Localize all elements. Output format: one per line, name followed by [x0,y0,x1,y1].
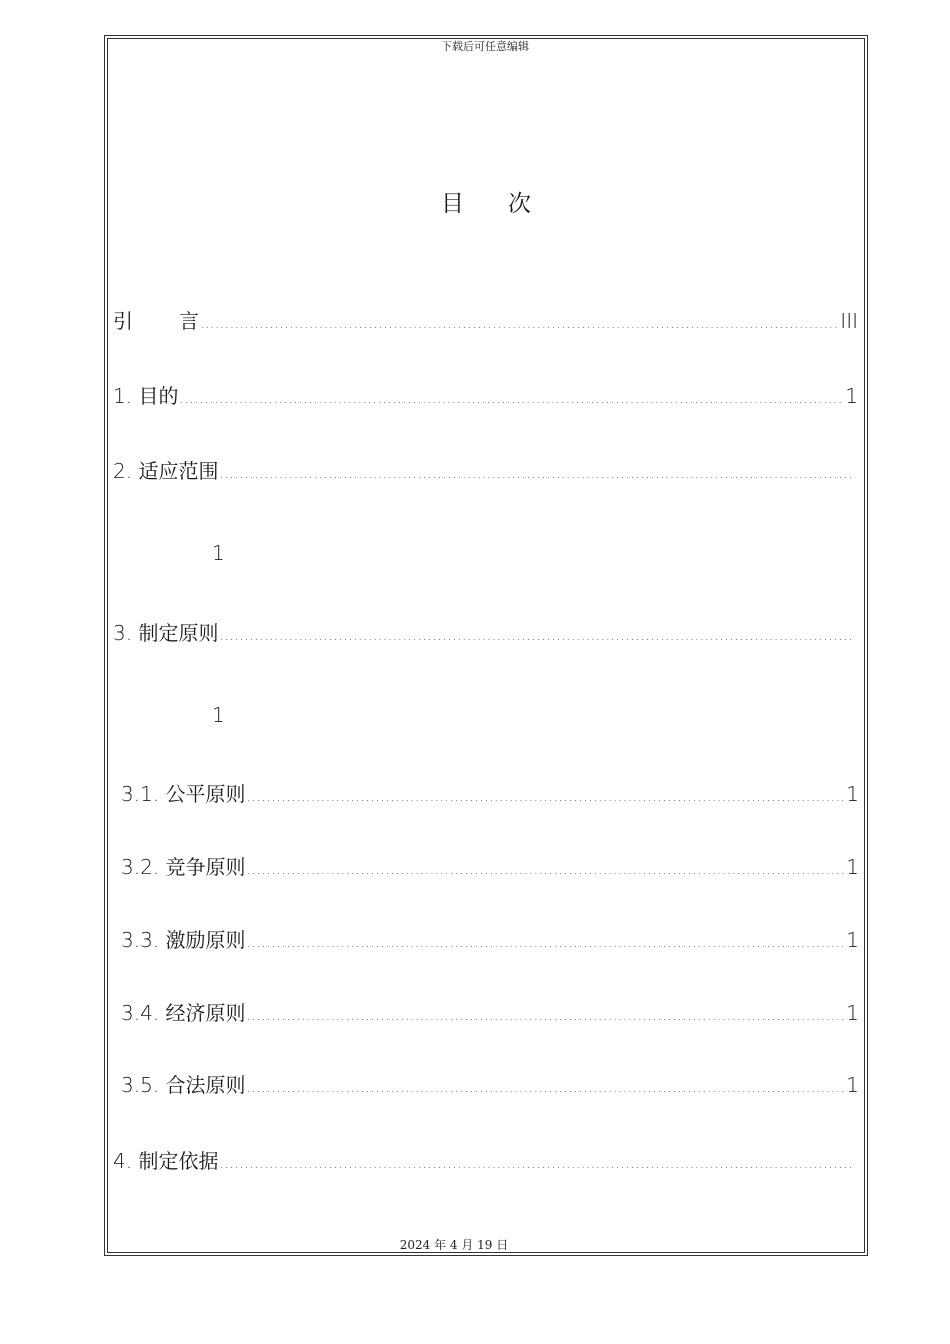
toc-entry-2-page: 1 [212,541,225,565]
footer-date: 2024 年 4 月 19 日 [399,1238,509,1252]
toc-entry-3-1[interactable] [121,778,859,807]
toc-entry-3-2[interactable] [121,851,859,880]
toc-title [0,185,950,218]
toc-entry-label: 3.4. 经济原则 [121,1001,246,1025]
toc-entry-label: 2. 适应范围 [113,459,219,483]
toc-leader-dots [247,935,846,951]
toc-leader-dots [219,1156,854,1172]
toc-leader-dots [179,391,844,407]
toc-entry-page: III [840,309,858,333]
header-note: 下载后可任意编辑 [441,40,529,53]
toc-entry-label: 1. 目的 [113,384,179,408]
toc-entry-page: 1 [845,384,858,408]
toc-entry-label: 4. 制定依据 [113,1149,219,1173]
toc-entry-label: 3.1. 公平原则 [121,782,246,806]
toc-entry-page: 1 [846,855,859,879]
toc-leader-dots [219,466,854,482]
toc-leader-dots [200,316,839,332]
toc-title-right: 次 [508,191,531,217]
toc-entry-3-3[interactable] [121,924,859,953]
toc-entry-label: 3.5. 合法原则 [121,1073,246,1097]
toc-title-left: 目 [441,191,464,217]
toc-entry-2[interactable] [113,455,855,484]
toc-entry-1[interactable] [113,380,858,409]
toc-leader-dots [247,789,846,805]
toc-entry-3-4[interactable] [121,997,859,1026]
toc-entry-label: 引 言 [113,309,199,333]
toc-leader-dots [247,1080,846,1096]
toc-leader-dots [247,862,846,878]
toc-entry-intro[interactable] [113,305,858,334]
toc-entry-page: 1 [846,1001,859,1025]
toc-leader-dots [219,628,854,644]
toc-entry-page: 1 [846,928,859,952]
toc-entry-label: 3.3. 激励原则 [121,928,246,952]
toc-leader-dots [247,1008,846,1024]
toc-entry-label: 3. 制定原则 [113,621,219,645]
toc-entry-3[interactable] [113,617,855,646]
toc-entry-page: 1 [846,1073,859,1097]
toc-entry-label: 3.2. 竞争原则 [121,855,246,879]
toc-entry-page: 1 [846,782,859,806]
toc-entry-4[interactable] [113,1145,855,1174]
toc-entry-3-page: 1 [212,703,225,727]
toc-entry-3-5[interactable] [121,1069,859,1098]
